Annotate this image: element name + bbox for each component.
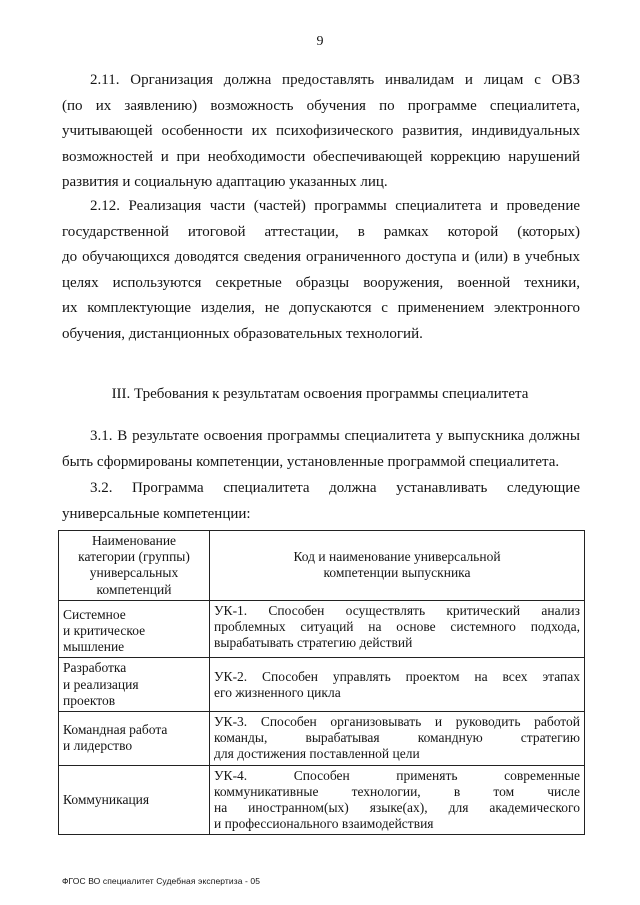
competencies-table xyxy=(58,530,585,835)
category-text: Командная работа xyxy=(63,722,168,738)
section-title: III. Требования к результатам освоения программы специалитета xyxy=(111,386,529,402)
text-line: 3.2. Программа специалитета должна устанавливать следующие xyxy=(90,480,580,496)
category-text: и критическое xyxy=(63,623,146,639)
table-row xyxy=(59,658,585,712)
competence-text: УК-2. Способен управлять проектом на всех этапах xyxy=(214,668,580,684)
header-competence xyxy=(210,531,585,601)
text-line: универсальные компетенции: xyxy=(62,505,251,522)
paragraph-3-2 xyxy=(62,476,580,527)
competence-text: проблемных ситуаций на основе системного подхода, xyxy=(214,619,580,635)
competence-text: и профессионального взаимодействия xyxy=(214,816,434,832)
competence-text: команды, вырабатывая командную стратегию xyxy=(214,730,580,746)
competence-text: УК-4. Способен применять современные xyxy=(214,767,580,783)
category-text: Коммуникация xyxy=(63,791,150,807)
category-text: и реализация xyxy=(63,676,139,692)
header-text: компетенций xyxy=(96,581,172,597)
paragraph-2-11 xyxy=(62,68,580,196)
category-cell xyxy=(59,712,210,766)
competence-text: его жизненного цикла xyxy=(214,684,341,700)
competence-text: для достижения поставленной цели xyxy=(214,746,420,762)
header-text: Наименование xyxy=(91,533,177,548)
text-line: их комплектующие изделия, не допускаются с применением электронного xyxy=(62,300,580,317)
paragraph-2-12 xyxy=(62,194,580,348)
competence-cell xyxy=(210,765,585,835)
category-cell xyxy=(59,600,210,658)
text-line: развития и социальную адаптацию указанных лиц. xyxy=(62,174,388,191)
category-text: Системное xyxy=(63,606,126,622)
table-row xyxy=(59,765,585,835)
text-line: возможностей и при необходимости обеспечивающей коррекцию нарушений xyxy=(62,148,580,165)
table-row xyxy=(59,600,585,658)
page-footer: ФГОС ВО специалитет Судебная экспертиза - 05 xyxy=(62,876,261,886)
table-row xyxy=(59,712,585,766)
text-line: 3.1. В результате освоения программы специалитета у выпускника должны xyxy=(90,428,580,444)
text-line: (по их заявлению) возможность обучения по программе специалитета, xyxy=(62,97,580,114)
competence-text: коммуникативные технологии, в том числе xyxy=(214,783,580,799)
competence-text: УК-1. Способен осуществлять критический анализ xyxy=(214,602,580,618)
category-text: и лидерство xyxy=(63,738,133,754)
category-text: проектов xyxy=(63,692,116,708)
competence-cell xyxy=(210,600,585,658)
header-category xyxy=(59,531,210,601)
competence-text: УК-3. Способен организовывать и руководить работой xyxy=(214,714,580,730)
category-text: Разработка xyxy=(63,660,127,676)
competence-text: на иностранном(ых) языке(ах), для академического xyxy=(214,800,580,816)
text-line: учитывающей особенности их психофизического развития, индивидуальных xyxy=(62,123,580,140)
text-line: 2.12. Реализация части (частей) программы специалитета и проведение xyxy=(90,198,580,214)
header-text: компетенции выпускника xyxy=(323,565,471,581)
text-line: быть сформированы компетенции, установленные программой специалитета. xyxy=(62,453,560,470)
page-number: 9 xyxy=(316,34,324,49)
category-cell xyxy=(59,658,210,712)
table-header-row xyxy=(59,531,585,601)
text-line: 2.11. Организация должна предоставлять инвалидам и лицам с ОВЗ xyxy=(90,72,580,88)
text-line: целях используются секретные образцы вооружения, военной техники, xyxy=(62,274,580,291)
competence-cell xyxy=(210,658,585,712)
header-text: универсальных xyxy=(89,565,179,581)
text-line: до обучающихся доводятся сведения ограниченного доступа и (или) в учебных xyxy=(62,249,580,266)
paragraph-3-1 xyxy=(62,424,580,475)
text-line: государственной итоговой аттестации, в рамках которой (которых) xyxy=(62,223,580,240)
header-text: Код и наименование универсальной xyxy=(293,549,501,565)
category-cell xyxy=(59,765,210,835)
competence-cell xyxy=(210,712,585,766)
header-text: категории (группы) xyxy=(78,549,190,565)
category-text: мышление xyxy=(63,639,125,655)
text-line: обучения, дистанционных образовательных технологий. xyxy=(62,325,423,342)
competence-text: вырабатывать стратегию действий xyxy=(214,635,413,651)
